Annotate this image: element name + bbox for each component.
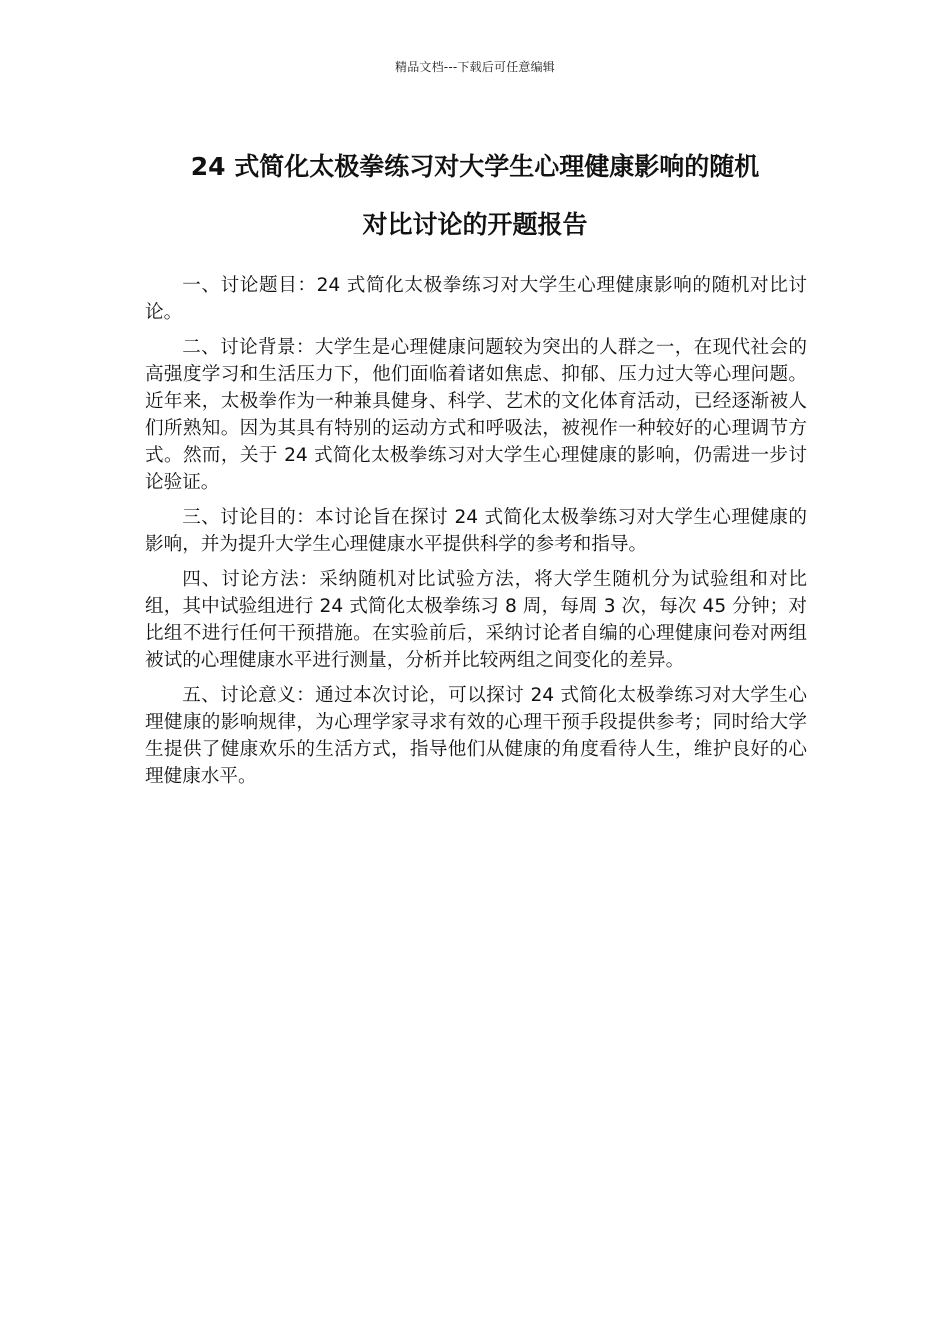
paragraph-topic: 一、讨论题目：24 式简化太极拳练习对大学生心理健康影响的随机对比讨论。 [145,275,807,323]
title-line-1: 24 式简化太极拳练习对大学生心理健康影响的随机 [190,152,760,181]
paragraph-method: 四、讨论方法：采纳随机对比试验方法，将大学生随机分为试验组和对比组，其中试验组进行 24 式简化太极拳练习 8 周，每周 3 次，每次 45 分钟；对比组不进行任何干预措施。在实验前后，采纳讨论者自编的心理健康问卷对两组被试的心理健康水平进行测量，分析并比较两组之间变化的差异。 [145,569,807,671]
title-line-2: 对比讨论的开题报告 [362,210,588,239]
document-body [145,272,807,798]
paragraph-purpose: 三、讨论目的：本讨论旨在探讨 24 式简化太极拳练习对大学生心理健康的影响，并为提升大学生心理健康水平提供科学的参考和指导。 [145,507,807,555]
page-header: 精品文档---下载后可任意编辑 [395,60,555,74]
paragraph-background: 二、讨论背景：大学生是心理健康问题较为突出的人群之一，在现代社会的高强度学习和生活压力下，他们面临着诸如焦虑、抑郁、压力过大等心理问题。近年来，太极拳作为一种兼具健身、科学、艺术的文化体育活动，已经逐渐被人们所熟知。因为其具有特别的运动方式和呼吸法，被视作一种较好的心理调节方式。然而，关于 24 式简化太极拳练习对大学生心理健康的影响，仍需进一步讨论验证。 [145,337,807,493]
paragraph-significance: 五、讨论意义：通过本次讨论，可以探讨 24 式简化太极拳练习对大学生心理健康的影响规律，为心理学家寻求有效的心理干预手段提供参考；同时给大学生提供了健康欢乐的生活方式，指导他们从健康的角度看待人生，维护良好的心理健康水平。 [145,685,807,787]
document-title [60,138,890,254]
